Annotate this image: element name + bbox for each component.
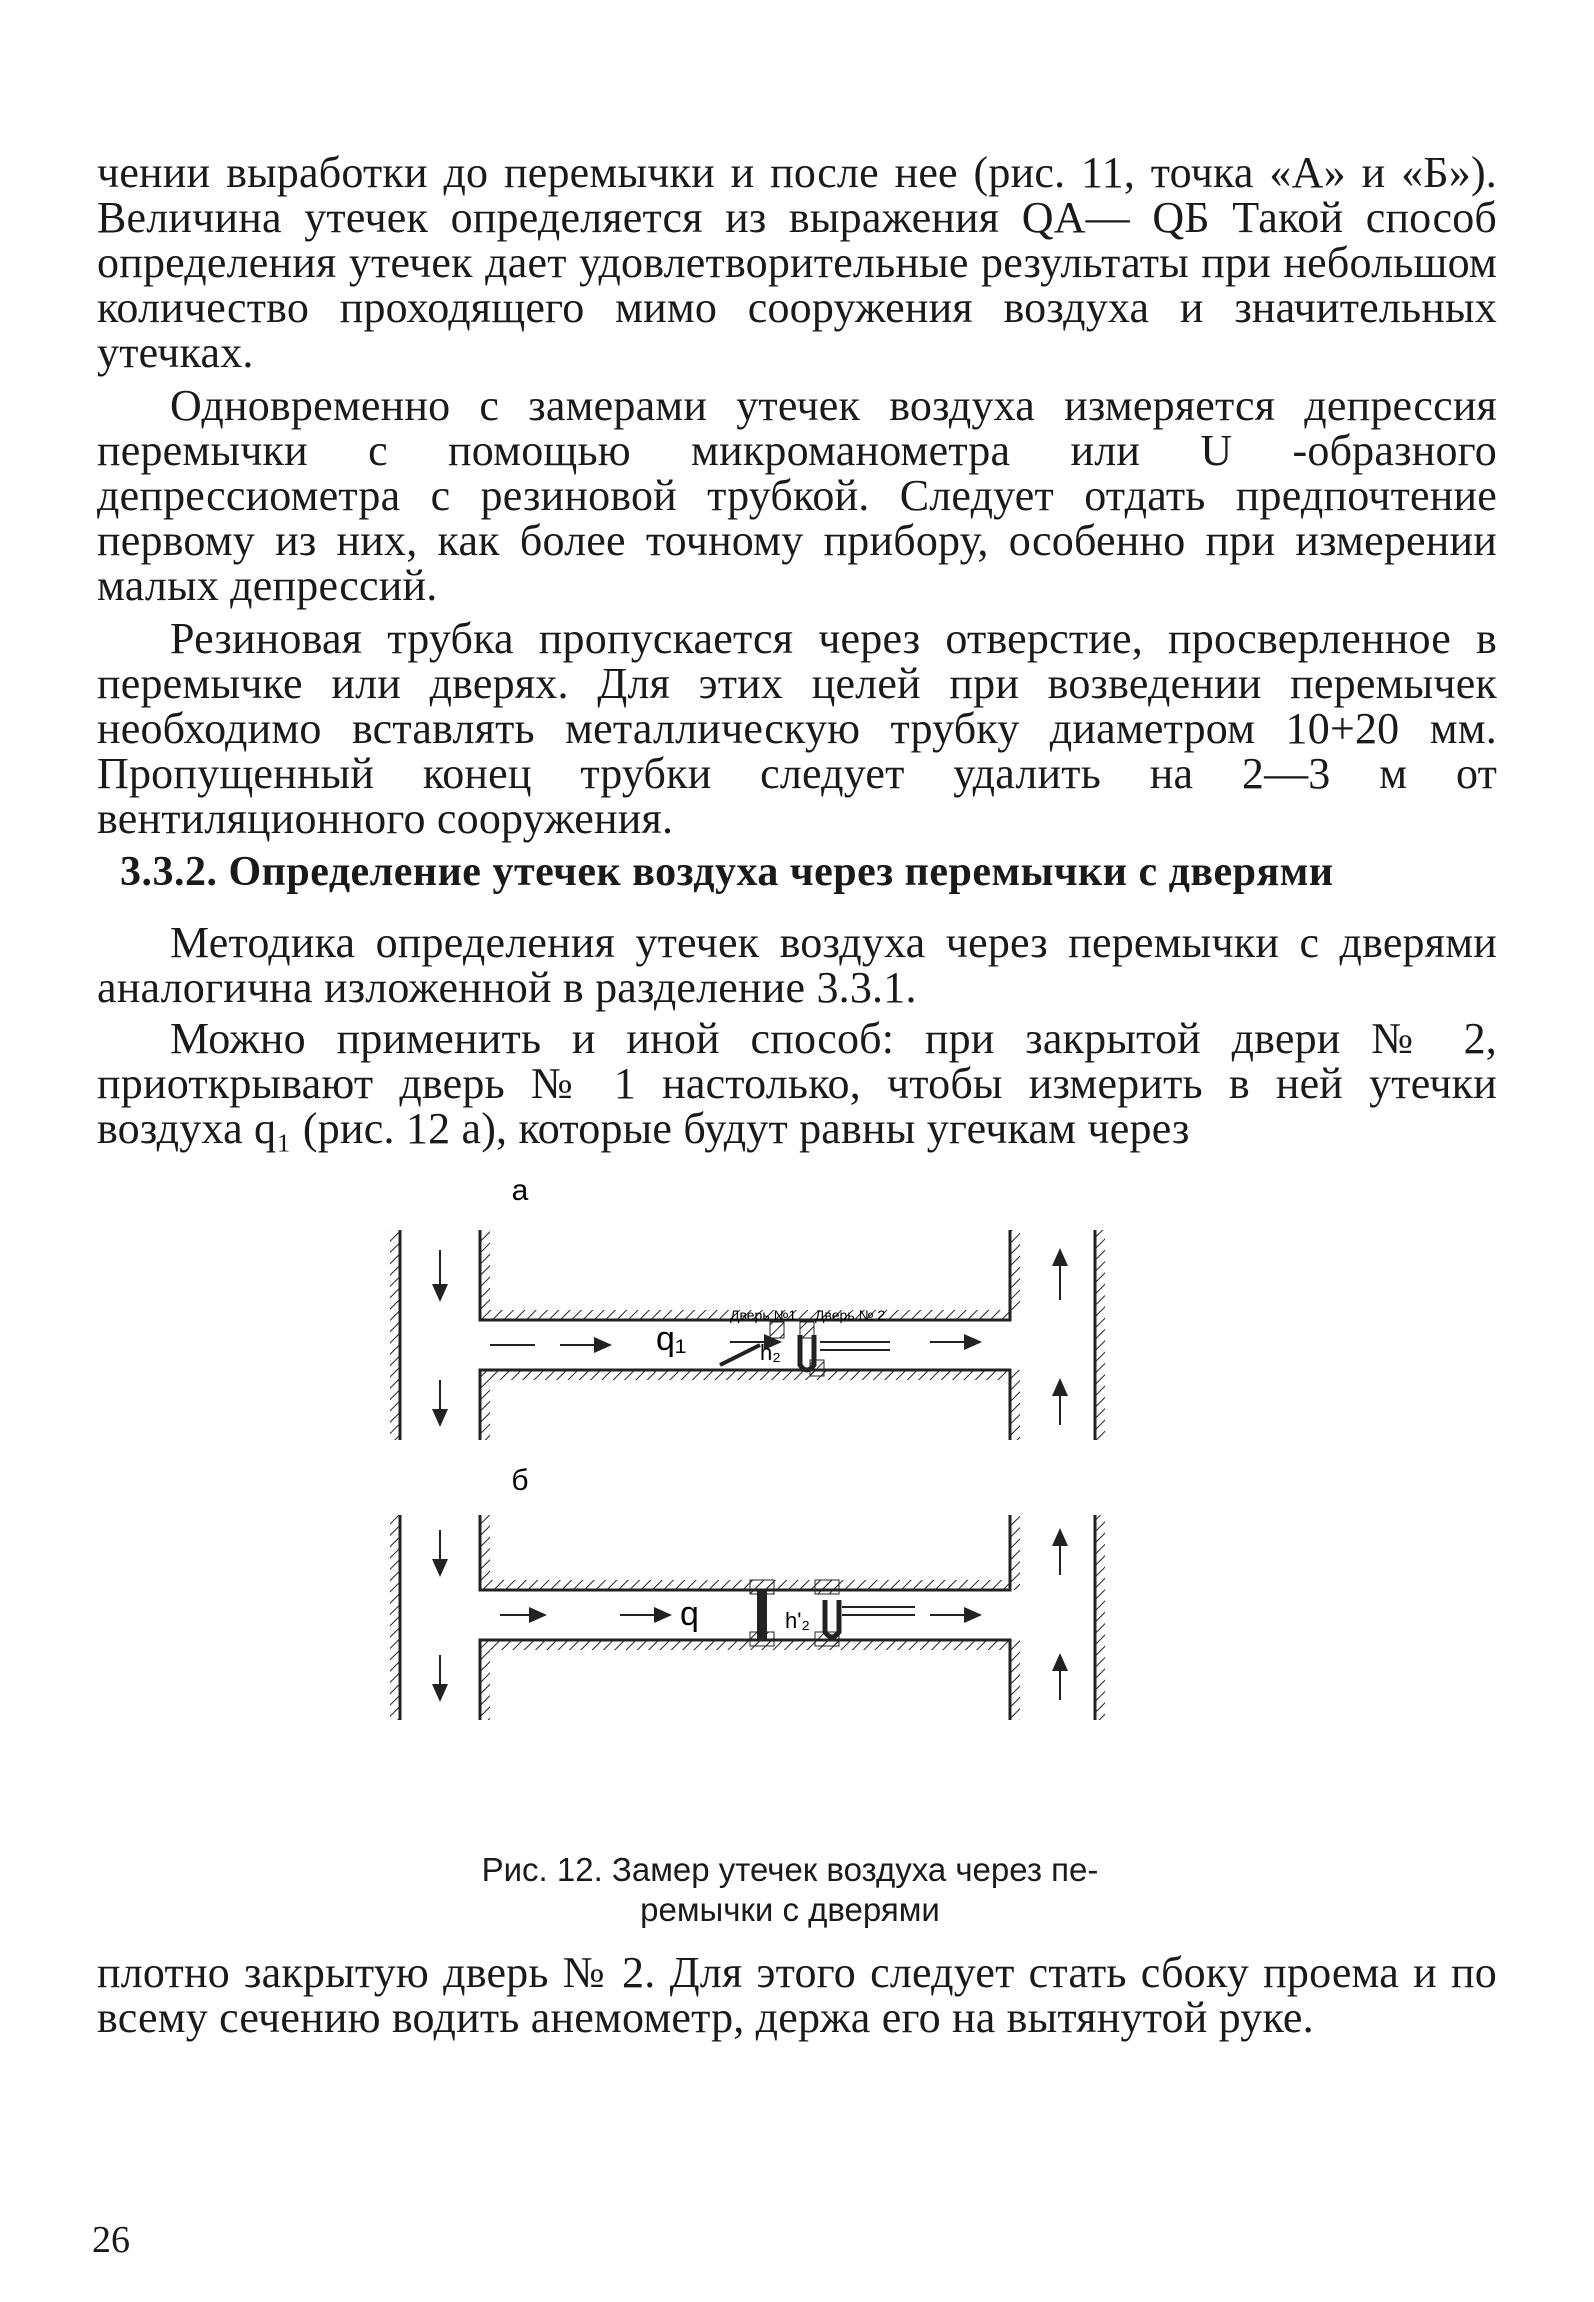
panel-a-schematic [390,1230,1105,1440]
paragraph: чении выработки до перемычки и после нее (рис. 11, точка «А» и «Б»). Величина утечек определяется из выражения QА— QБ Такой способ определения утечек дает удовлетворительные результаты при небольшом количество проходящего мимо сооружения воздуха и значительных утечках. [97,148,1497,377]
figure-caption [380,1850,1200,1930]
paragraph: Можно применить и иной способ: при закрытой двери № 2, приоткрывают дверь № 1 настолько, чтобы измерить в ней утечки воздуха q₁ (рис. 12 а), которые будут равны угечкам через [97,1014,1497,1153]
figure-12 [370,1170,1130,1800]
door-1-label: Дверь №1 [730,1307,797,1323]
text-block-mid [97,920,1497,1151]
panel-a-label: a [511,1174,529,1207]
section-heading: 3.3.2. Определение утечек воздуха через перемычки с дверями [120,849,1334,895]
paragraph: Одновременно с замерами утечек воздуха измеряется депрессия перемычки с помощью микроманометра или U -образного депрессиометра с резиновой трубкой. Следует отдать предпочтение первому из них, как более точному прибору, особенно при измерении малых депрессий. [97,381,1497,610]
paragraph: Методика определения утечек воздуха через перемычки с дверями аналогична изложенной в разделение 3.3.1. [97,918,1497,1012]
paragraph: плотно закрытую дверь № 2. Для этого следует стать сбоку проема и по всему сечению водить анемометр, держа его на вытянутой руке. [97,1948,1497,2042]
pressure-label-a: h₂ [760,1340,781,1365]
panel-b-label: б [511,1464,529,1497]
door-2-label: Дверь № 2 [815,1307,886,1323]
text-block-top [97,148,1497,843]
page-number: 26 [92,2219,130,2261]
panel-b-schematic [390,1515,1105,1720]
caption-line: Рис. 12. Замер утечек воздуха через пе- [481,1851,1099,1888]
flow-label-b: q [680,1595,699,1633]
caption-line: ремычки с дверями [640,1891,940,1928]
pressure-label-b: h'₂ [785,1608,810,1633]
text-block-bottom [97,1950,1497,2040]
paragraph: Резиновая трубка пропускается через отверстие, просверленное в перемычке или дверях. Для этих целей при возведении перемычек необходимо вставлять металлическую трубку диаметром 10+20 мм. Пропущенный конец трубки следует удалить на 2—3 м от вентиляционного сооружения. [97,614,1497,843]
flow-label-a: q₁ [656,1320,687,1358]
